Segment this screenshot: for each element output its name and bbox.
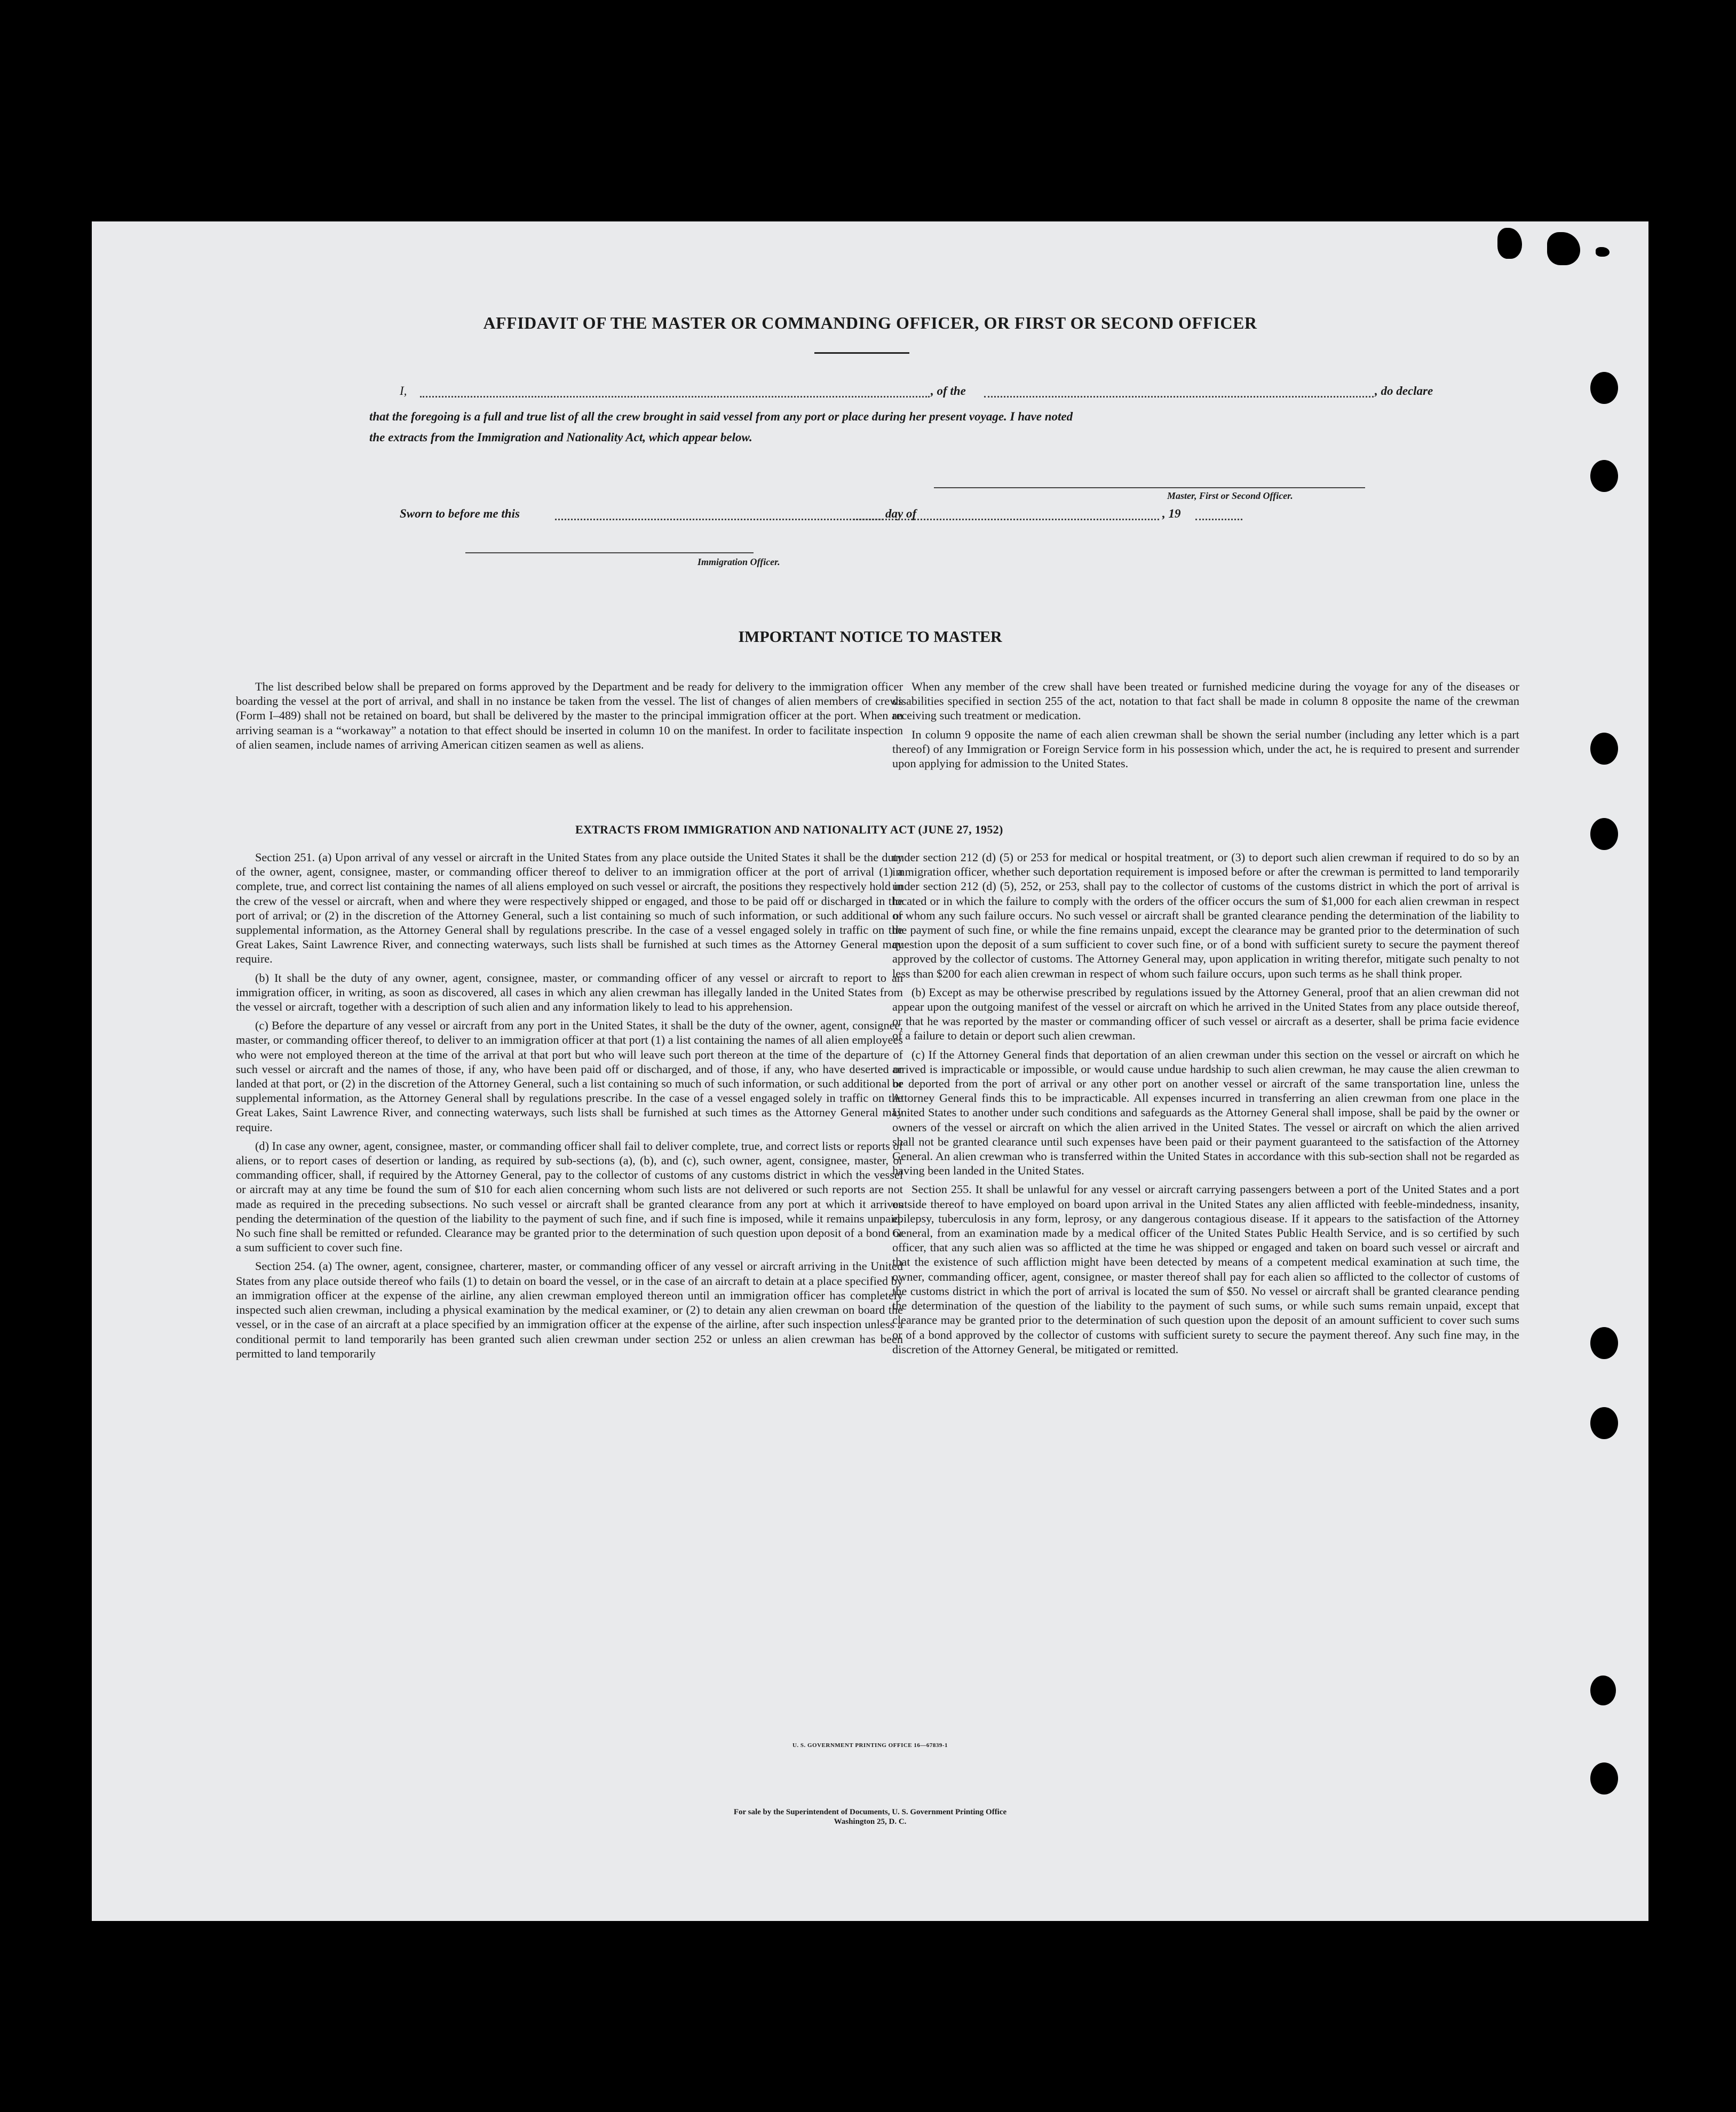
year-field[interactable] bbox=[1195, 519, 1242, 520]
extracts-right-column bbox=[892, 850, 1519, 1356]
notice-left-paragraph: The list described below shall be prepared on forms approved by the Department and be ready for delivery to the immigration officer boarding the vessel at the port of arrival, and shall in no instance be taken from the vessel. The list of changes of alien members of crews (Form I–489) shall not be retained on board, but shall be delivered by the master to the principal immigration officer at the port. When an arriving seaman is a “workaway” a notation to that effect should be inserted in column 10 on the manifest. In order to facilitate inspection of alien seamen, include names of arriving American citizen seamen as well as aliens. bbox=[236, 680, 903, 751]
year-label: , 19 bbox=[1162, 507, 1181, 520]
notice-right-paragraph-1: When any member of the crew shall have been treated or furnished medicine during the voyage for any of the diseases or disabilities specified in section 255 of the act, notation to that fact shall be made in column 8 opposite the name of the crewman receiving such treatment or medication. bbox=[892, 680, 1519, 722]
month-field[interactable] bbox=[850, 519, 1159, 520]
punch-hole bbox=[1590, 1327, 1618, 1359]
document-page bbox=[92, 221, 1648, 1921]
do-declare-label: , do declare bbox=[1375, 384, 1433, 398]
punch-hole bbox=[1590, 818, 1618, 850]
punch-hole bbox=[1590, 1676, 1616, 1705]
notice-right-paragraph-2: In column 9 opposite the name of each alien crewman shall be shown the serial number (including any letter which is a part thereof) of any Immigration or Foreign Service form in his possession which, under the act, he is required to present and surrender upon applying for admission to the United States. bbox=[892, 727, 1519, 771]
printing-office-line: U. S. GOVERNMENT PRINTING OFFICE 16—67839-1 bbox=[792, 1742, 948, 1749]
torn-mark bbox=[1596, 247, 1610, 257]
master-signature-caption: Master, First or Second Officer. bbox=[1167, 490, 1293, 501]
torn-mark bbox=[1497, 228, 1522, 259]
section-254-c: (c) If the Attorney General finds that deportation of an alien crewman under this section on the vessel or aircraft on which he arrived is impracticable or impossible, or would cause undue hardship to such alien crewman, he may cause the alien crewman to be deported from the port of arrival or any other port on another vessel or aircraft of the same transportation line, unless the Attorney General finds this to be impracticable. All expenses incurred in transferring an alien crewman from one place in the United States to another under such conditions and safeguards as the Attorney General shall impose, shall be paid by the owner or owners of the vessel or aircraft on which the alien arrived in the United States. The vessel or aircraft on which the alien arrived shall not be granted clearance until such expenses have been paid or their payment guaranteed to the satisfaction of the Attorney General. An alien crewman who is transferred within the United States in accordance with this sub-section shall not be regarded as having been landed in the United States. bbox=[892, 1047, 1519, 1178]
section-254-a: Section 254. (a) The owner, agent, consignee, charterer, master, or commanding officer of any vessel or aircraft arriving in the United States from any place outside thereof who fails (1) to detain on board the vessel, or in the case of an aircraft to detain at a place specified by an immigration officer at the expense of the airline, any alien crewman employed thereon until an immigration officer has completely inspected such alien crewman, including a physical examination by the medical examiner, or (2) to detain any alien crewman on board the vessel, or in the case of an aircraft at a place specified by an immigration officer at the expense of the airline, after such inspection unless a conditional permit to land temporarily has been granted such alien crewman under section 252 or unless an alien crewman has been permitted to land temporarily bbox=[236, 1259, 903, 1360]
immigration-officer-signature-line[interactable] bbox=[465, 552, 754, 553]
section-255: Section 255. It shall be unlawful for any vessel or aircraft carrying passengers between a port of the United States and a port outside thereof to have employed on board upon arrival in the United States any alien afflicted with feeble-mindedness, insanity, epilepsy, tuberculosis in any form, leprosy, or any dangerous contagious disease. If it appears to the satisfaction of the Attorney General, from an examination made by a medical officer of the United States Public Health Service, and is so certified by such officer, that any such alien was so afflicted at the time he was shipped or engaged and taken on board such vessel or aircraft and that the existence of such affliction might have been detected by means of a competent medical examination at such time, the owner, commanding officer, agent, consignee, or master thereof shall pay for each alien so afflicted to the collector of customs of the customs district in which the port of arrival is located the sum of $50. No vessel or aircraft shall be granted clearance pending the determination of the question of the liability to the payment of such sums, or while such sums remain unpaid, except that clearance may be granted prior to the determination of such question upon the deposit of an amount sufficient to cover such sums or of a bond approved by the collector of customs with sufficient surety to secure the payment thereof. Any such fine may, in the discretion of the Attorney General, be mitigated or remitted. bbox=[892, 1182, 1519, 1356]
name-field[interactable] bbox=[420, 396, 930, 398]
sworn-date-field[interactable] bbox=[555, 519, 883, 520]
section-251-c: (c) Before the departure of any vessel or aircraft from any port in the United States, it shall be the duty of the owner, agent, consignee, master, or commanding officer thereof, to deliver to an immigration officer at that port (1) a list containing the names of all alien employees who were not employed thereon at the time of the arrival at that port but who will leave such port thereon at the time of the departure of such vessel or aircraft and the names of those, if any, who have been paid off or discharged, and of those, if any, who have deserted or landed at that port, or (2) in the discretion of the Attorney General, such a list containing so much of such information, or such additional or supplemental information, as the Attorney General shall by regulations prescribe. In the case of a vessel engaged solely in traffic on the Great Lakes, Saint Lawrence River, and connecting waterways, such lists shall be furnished at such times as the Attorney General may require. bbox=[236, 1019, 903, 1134]
section-251-a: Section 251. (a) Upon arrival of any vessel or aircraft in the United States from any place outside the United States it shall be the duty of the owner, agent, consignee, master, or commanding officer thereof to deliver to an immigration officer at the port of arrival (1) a complete, true, and correct list containing the names of all aliens employed on such vessel or aircraft, the positions they respectively hold in the crew of the vessel or aircraft, when and where they were respectively shipped or engaged, and those to be paid off or discharged in the port of arrival; or (2) in the discretion of the Attorney General, such a list containing so much of such information, or such additional or supplemental information, as the Attorney General shall by regulations prescribe. In the case of a vessel engaged solely in traffic on the Great Lakes, Saint Lawrence River, and connecting waterways, such lists shall be furnished at such times as the Attorney General may require. bbox=[236, 851, 903, 966]
torn-mark bbox=[1547, 232, 1580, 265]
for-sale-line: For sale by the Superintendent of Documents, U. S. Government Printing Office bbox=[733, 1808, 1007, 1816]
i-label: I, bbox=[400, 384, 407, 398]
punch-hole bbox=[1590, 460, 1618, 492]
notice-title: IMPORTANT NOTICE TO MASTER bbox=[738, 628, 1002, 646]
declaration-line-1: that the foregoing is a full and true list of all the crew brought in said vessel from any port or place during her present voyage. I have noted bbox=[369, 410, 1073, 423]
notice-left-column bbox=[236, 679, 903, 752]
of-the-label: , of the bbox=[931, 384, 966, 398]
immigration-officer-caption: Immigration Officer. bbox=[697, 557, 780, 567]
punch-hole bbox=[1590, 1762, 1618, 1795]
punch-hole bbox=[1590, 1407, 1618, 1439]
section-254-a-continued: under section 212 (d) (5) or 253 for medical or hospital treatment, or (3) to deport such alien crewman if required to do so by an immigration officer, whether such deportation requirement is imposed before or after the crewman is permitted to land temporarily under section 212 (d) (5), 252, or 253, shall pay to the collector of customs of the customs district in which the port of arrival is located or in which the failure to comply with the orders of the officer occurs the sum of $1,000 for each alien crewman in respect of whom any such failure occurs. No such vessel or aircraft shall be granted clearance pending the determination of the liability to the payment of such fine, or while the fine remains unpaid, except the clearance may be granted prior to the determination of such question upon the deposit of a sum sufficient to cover such fine, or of a bond with sufficient surety to secure the payment thereof approved by the collector of customs. The Attorney General may, upon application in writing therefor, mitigate such penalty to not less than $200 for each alien crewman in respect of whom such failure occurs, upon such terms as he shall think proper. bbox=[892, 851, 1519, 980]
section-251-b: (b) It shall be the duty of any owner, agent, consignee, master, or commanding officer of any vessel or aircraft to report to an immigration officer, in writing, as soon as discovered, all cases in which any alien crewman has illegally landed in the United States from the vessel or aircraft, together with a description of such alien and any information likely to lead to his apprehension. bbox=[236, 971, 903, 1014]
section-251-d: (d) In case any owner, agent, consignee, master, or commanding officer shall fail to deliver complete, true, and correct lists or reports of aliens, or to report cases of desertion or landing, as required by sub-sections (a), (b), and (c), such owner, agent, consignee, master, or commanding officer, shall, if required by the Attorney General, pay to the collector of customs of any customs district in which the vessel or aircraft may at any time be found the sum of $10 for each alien concerning whom such lists are not delivered or such reports are not made as required in the preceding subsections. No such vessel or aircraft shall be granted clearance from any port at which it arrives pending the determination of the question of the liability to the payment of such fine, and if such fine is imposed, while it remains unpaid. No such fine shall be remitted or refunded. Clearance may be granted prior to the determination of such question upon deposit of a bond or a sum sufficient to cover such fine. bbox=[236, 1139, 903, 1255]
title-underline bbox=[814, 352, 909, 354]
punch-hole bbox=[1590, 372, 1618, 404]
extracts-title: EXTRACTS FROM IMMIGRATION AND NATIONALITY ACT (JUNE 27, 1952) bbox=[575, 823, 1003, 836]
declaration-line-2: the extracts from the Immigration and Nationality Act, which appear below. bbox=[369, 431, 752, 444]
address-line: Washington 25, D. C. bbox=[834, 1817, 907, 1826]
day-of-label: day of bbox=[885, 507, 917, 520]
punch-hole bbox=[1590, 733, 1618, 765]
vessel-field[interactable] bbox=[984, 396, 1374, 398]
sworn-label: Sworn to before me this bbox=[400, 507, 520, 520]
master-signature-line[interactable] bbox=[934, 487, 1365, 488]
extracts-left-column bbox=[236, 850, 903, 1361]
notice-right-column bbox=[892, 679, 1519, 771]
section-254-b: (b) Except as may be otherwise prescribed by regulations issued by the Attorney General, proof that an alien crewman did not appear upon the outgoing manifest of the vessel or aircraft on which he arrived in the United States from any place outside thereof, or that he was reported by the master or commanding officer of such vessel or aircraft as a deserter, shall be prima facie evidence of a failure to detain or deport such alien crewman. bbox=[892, 985, 1519, 1043]
affidavit-title: AFFIDAVIT OF THE MASTER OR COMMANDING OFFICER, OR FIRST OR SECOND OFFICER bbox=[483, 313, 1257, 332]
